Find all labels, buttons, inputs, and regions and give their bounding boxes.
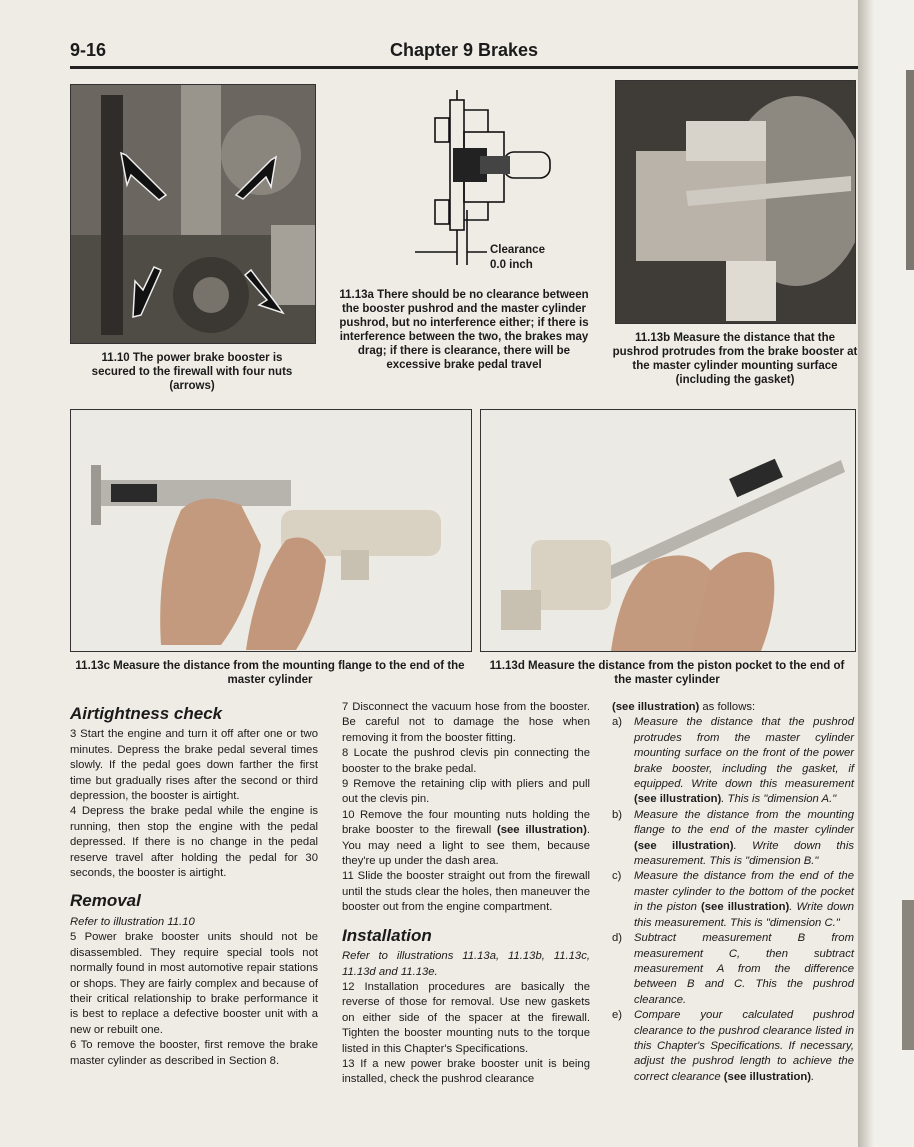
caption-11-13c: 11.13c Measure the distance from the mounting flange to the end of the master cylinder — [75, 660, 465, 686]
page-fold-shadow — [858, 0, 874, 1147]
facing-page-photo — [902, 900, 914, 1050]
list-item-tail: . Write down this measurement. This is "dimension C." — [634, 901, 855, 929]
heading-airtightness-check: Airtightness check — [70, 704, 223, 723]
list-item-text — [634, 869, 854, 931]
installation-reference: Refer to illustrations 11.13a, 11.13b, 11.13c, 11.13d and 11.13e. — [342, 950, 590, 978]
list-item-body: Measure the distance that the pushrod protrudes from the master cylinder mounting surface on the front of the power brake booster, including the gasket, if equipped. Write down this measurement — [634, 716, 854, 791]
list-item-label: c) — [612, 870, 622, 883]
list-item-ref: (see illustration) — [723, 1070, 812, 1083]
paragraph-10-text: 10 Remove the four mounting nuts holding the brake booster to the firewall — [342, 808, 590, 837]
list-item-body: Subtract measurement B from measurement C, then subtract measurement A from the difference between B and C. This the pushrod clearance. — [634, 932, 854, 1006]
caption-11-13d: 11.13d Measure the distance from the piston pocket to the end of the master cylinder — [489, 660, 845, 686]
caption-11-13a: 11.13a There should be no clearance between the booster pushrod and the master cylinder pushrod, but no interference either; if there is interference between the two, the brakes may drag; if there is clearance, there will be excessive brake pedal travel — [339, 289, 589, 371]
booster-nuts-photo-icon — [71, 85, 315, 343]
paragraph-13: 13 If a new power brake booster unit is being installed, check the pushrod clearance — [342, 1057, 590, 1086]
chapter-title: Chapter 9 Brakes — [390, 40, 539, 60]
list-item-body: Measure the distance from the mounting flange to the end of the master cylinder — [634, 808, 854, 837]
list-item — [612, 715, 854, 807]
page-number: 9-16 — [70, 40, 107, 60]
pushrod-intro-text: as follows: — [699, 701, 756, 713]
list-item-ref: (see illustration) — [634, 793, 722, 806]
paragraph-7: 7 Disconnect the vacuum hose from the booster. Be careful not to damage the hose when removing it from the booster fitting. — [342, 701, 590, 744]
label-zero-inch: 0.0 inch — [490, 259, 533, 271]
list-item-text — [634, 1008, 854, 1085]
list-item-text — [634, 931, 854, 1008]
text-column-1 — [70, 700, 318, 1069]
list-item-label: d) — [612, 932, 623, 945]
label-clearance: Clearance — [490, 244, 545, 256]
paragraph-10-tail: . You may need a light to see them, because they're up under the dash area. — [342, 824, 590, 868]
diagram-11-13a — [395, 90, 575, 280]
paragraph-11: 11 Slide the booster straight out from the firewall until the studs clear the holes, then maneuver the booster out from the engine compartment. — [342, 870, 590, 914]
list-item-tail: . Write down this measurement. This is "dimension B." — [634, 839, 854, 868]
list-item-ref: (see illustration) — [634, 839, 734, 852]
list-item-tail: . This is "dimension A." — [721, 793, 837, 806]
list-item-ref: (see illustration) — [701, 901, 790, 914]
pushrod-intro — [612, 700, 854, 715]
booster-pushrod-measure-photo-icon — [616, 81, 855, 323]
list-item-label: b) — [612, 808, 623, 821]
piston-pocket-measure-photo-icon — [481, 410, 855, 651]
text-column-3 — [612, 700, 854, 1085]
list-item-label: a) — [612, 716, 623, 729]
paragraph-6: 6 To remove the booster, first remove the brake master cylinder as described in Section 8. — [70, 1039, 318, 1067]
flange-measure-photo-icon — [71, 410, 471, 651]
pushrod-intro-ref: (see illustration) — [612, 701, 700, 713]
paragraph-9: 9 Remove the retaining clip with pliers and pull out the clevis pin. — [342, 778, 590, 806]
facing-page-photo — [906, 70, 914, 270]
list-item-text — [634, 715, 854, 807]
text-column-2 — [342, 700, 590, 1088]
caption-11-10: 11.10 The power brake booster is secured to the firewall with four nuts (arrows) — [91, 352, 293, 392]
list-item-label: e) — [612, 1009, 623, 1022]
paragraph-8: 8 Locate the pushrod clevis pin connecting the booster to the brake pedal. — [342, 747, 590, 775]
paragraph-5: 5 Power brake booster units should not be disassembled. They require special tools not normally found in most automotive repair stations or shops. They are fairly complex and because of their critical relationship to brake performance it is best to replace a defective booster unit with a new or rebuilt one. — [70, 931, 318, 1036]
paragraph-10-ref: (see illustration) — [496, 824, 587, 837]
list-item — [612, 808, 854, 870]
facing-page-edge — [858, 0, 914, 1147]
photo-11-10 — [70, 84, 316, 344]
caption-11-13b: 11.13b Measure the distance that the pushrod protrudes from the brake booster at the master cylinder mounting surface (including the gasket) — [612, 332, 858, 386]
heading-installation: Installation — [342, 925, 432, 945]
list-item — [612, 1008, 854, 1085]
paragraph-3: 3 Start the engine and turn it off after one or two minutes. Depress the brake pedal several times slowly. If the pedal goes down farther the first time but gradually rises after the second or third depression, the booster is airtight. — [70, 728, 318, 803]
photo-11-13c — [70, 409, 472, 652]
paragraph-10 — [342, 808, 590, 870]
photo-11-13d — [480, 409, 856, 652]
paragraph-12: 12 Installation procedures are basically the reverse of those for removal. Use new gaskets on either side of the spacer at the firewall. Tighten the booster mounting nuts to the torque listed in this Chapter's Specifications. — [342, 980, 590, 1055]
paragraph-4: 4 Depress the brake pedal while the engine is running, then stop the engine with the pedal depressed. If there is no change in the pedal reserve travel after holding the pedal for 30 seconds, the booster is airtight. — [70, 805, 318, 880]
list-item-body: Measure the distance from the end of the master cylinder to the bottom of the pocket in the piston — [634, 870, 854, 914]
pushrod-clearance-diagram-icon — [395, 90, 575, 280]
list-item — [612, 869, 854, 931]
list-item — [612, 931, 854, 1008]
photo-11-13b — [615, 80, 856, 324]
removal-reference: Refer to illustration 11.10 — [70, 915, 195, 928]
list-item-tail: . — [811, 1070, 815, 1083]
list-item-body: Compare your calculated pushrod clearance to the pushrod clearance listed in this Chapter's Specifications. If necessary, adjust the pushrod length to achieve the correct clearance — [634, 1009, 854, 1083]
heading-removal: Removal — [70, 891, 141, 911]
list-item-text — [634, 808, 854, 870]
header-rule — [70, 66, 858, 69]
